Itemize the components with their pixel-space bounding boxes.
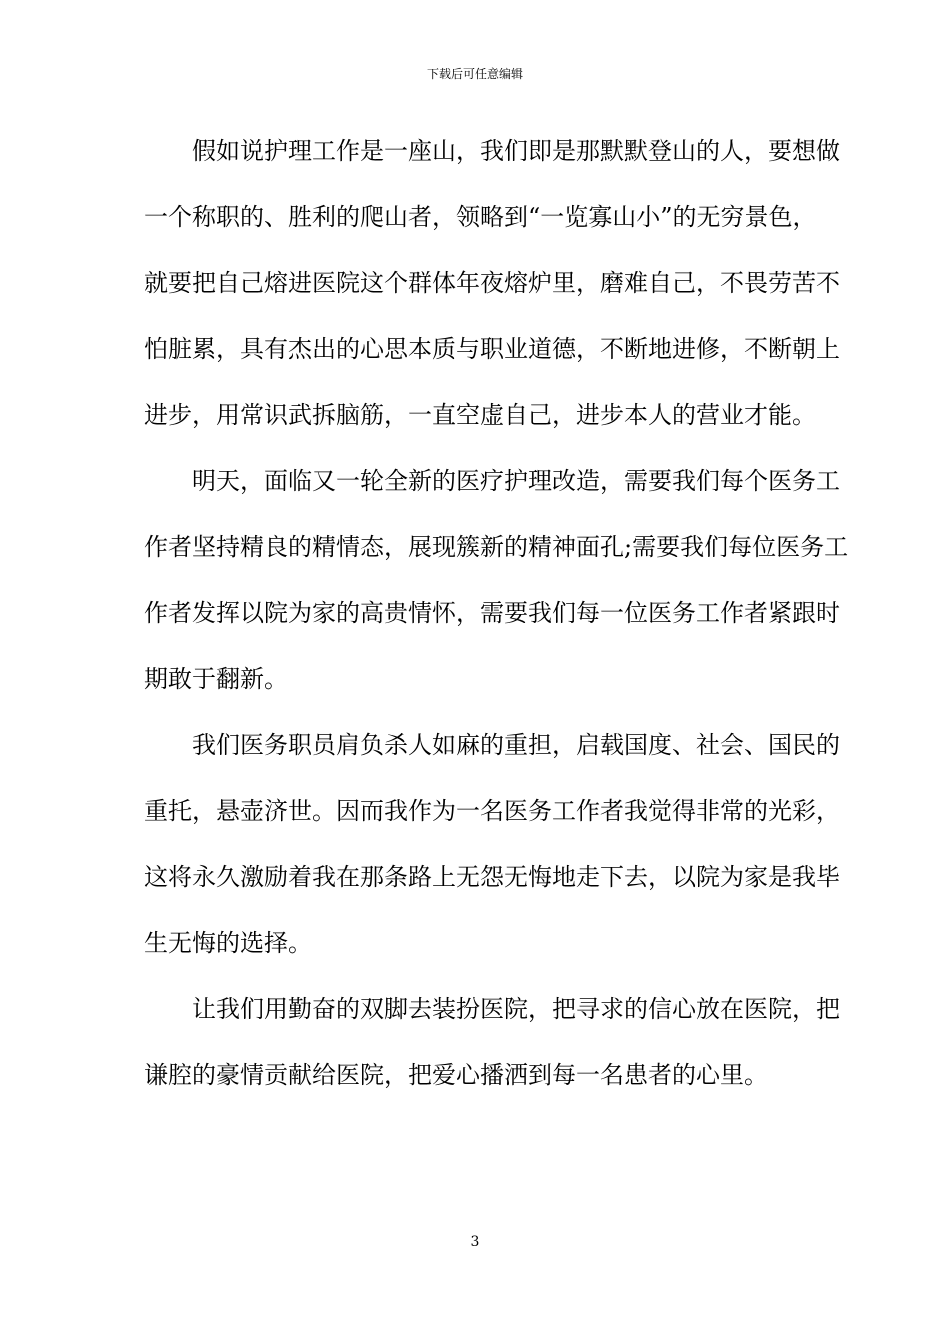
text-line: 重托，悬壶济世。因而我作为一名医务工作者我觉得非常的光彩， xyxy=(144,797,840,825)
text-line: 这将永久激励着我在那条路上无怨无悔地走下去，以院为家是我毕 xyxy=(144,863,840,891)
text-line: 谦腔的豪情贡献给医院，把爱心播洒到每一名患者的心里。 xyxy=(144,1061,768,1089)
page-header: 下载后可任意编辑 xyxy=(426,67,523,81)
text-line: 假如说护理工作是一座山，我们即是那默默登山的人，要想做 xyxy=(192,137,840,165)
text-line: 让我们用勤奋的双脚去装扮医院，把寻求的信心放在医院，把 xyxy=(192,995,840,1023)
page-number: 3 xyxy=(470,1234,480,1250)
text-line: 作者发挥以院为家的高贵情怀，需要我们每一位医务工作者紧跟时 xyxy=(144,599,840,627)
paragraph-2 xyxy=(144,456,849,720)
text-line: 我们医务职员肩负杀人如麻的重担，启载国度、社会、国民的 xyxy=(192,731,840,759)
paragraph-4 xyxy=(144,984,840,1116)
text-line: 一个称职的、胜利的爬山者，领略到“一览寡山小”的无穷景色， xyxy=(144,203,817,231)
text-line: 进步，用常识武拆脑筋，一直空虚自己，进步本人的营业才能。 xyxy=(144,401,816,429)
paragraph-1 xyxy=(144,126,840,456)
text-line: 生无悔的选择。 xyxy=(144,929,312,957)
text-line: 怕脏累，具有杰出的心思本质与职业道德，不断地进修，不断朝上 xyxy=(144,335,840,363)
paragraph-3 xyxy=(144,720,840,984)
text-line: 期敢于翻新。 xyxy=(144,665,288,693)
text-line: 就要把自己熔进医院这个群体年夜熔炉里，磨难自己，不畏劳苦不 xyxy=(144,269,840,297)
text-line: 明天，面临又一轮全新的医疗护理改造，需要我们每个医务工 xyxy=(192,467,840,495)
document-body xyxy=(144,126,849,1116)
text-line: 作者坚持精良的精情态，展现簇新的精神面孔;需要我们每位医务工 xyxy=(144,533,849,561)
